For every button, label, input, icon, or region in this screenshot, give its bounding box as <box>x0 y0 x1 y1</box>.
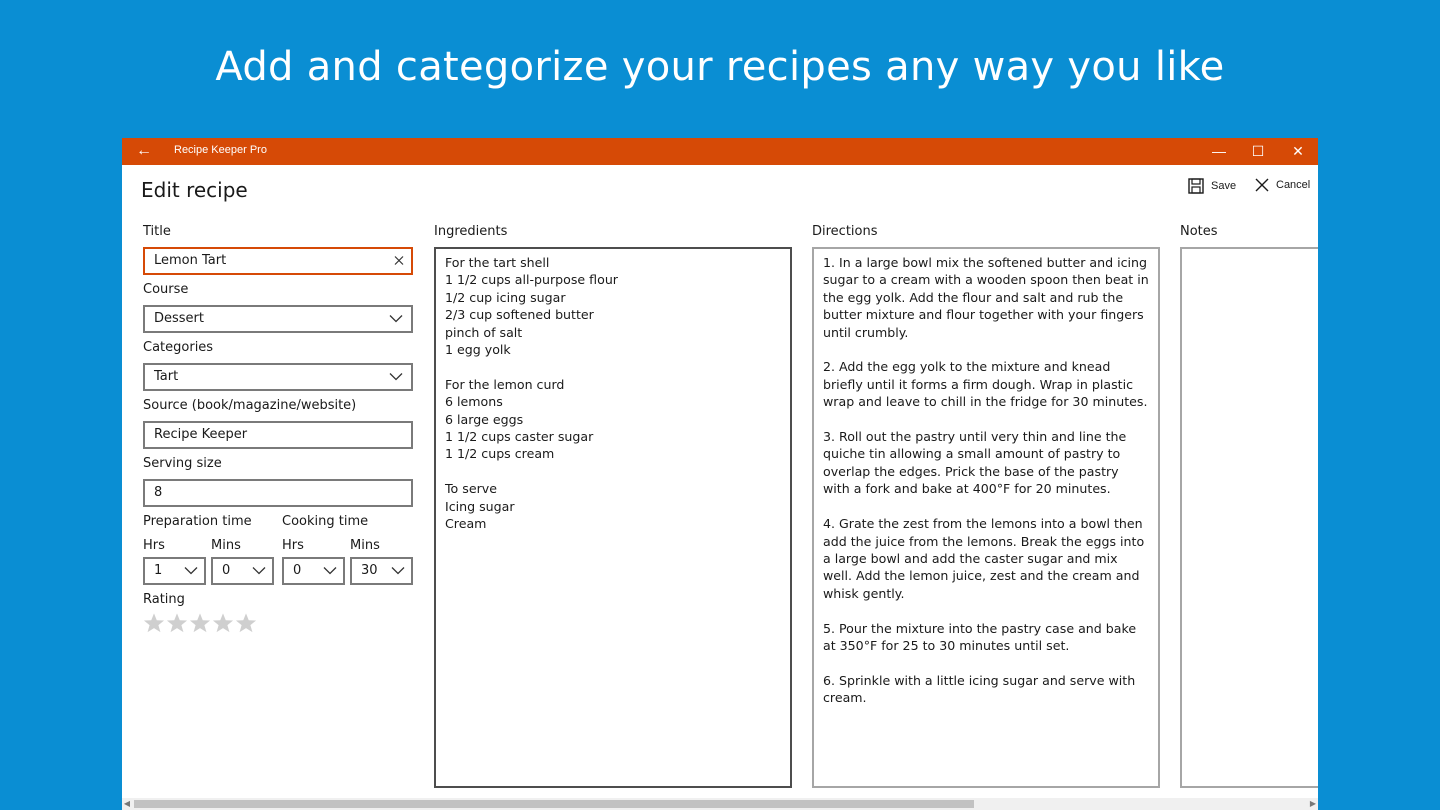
serving-size-input[interactable] <box>143 479 413 507</box>
chevron-down-icon <box>323 559 337 582</box>
cook-mins-label: Mins <box>350 538 380 553</box>
directions-label: Directions <box>812 224 878 239</box>
ingredients-textarea[interactable]: For the tart shell 1 1/2 cups all-purpose flour 1/2 cup icing sugar 2/3 cup softened butter pinch of salt 1 egg yolk For the lemon curd 6 lemons 6 large eggs 1 1/2 cups caster sugar 1 1/2 cups cream To serve Icing sugar Cream <box>434 247 792 788</box>
scroll-right-icon[interactable]: ▶ <box>1309 799 1317 808</box>
course-label: Course <box>143 282 189 297</box>
chevron-down-icon <box>389 365 403 388</box>
directions-textarea[interactable]: 1. In a large bowl mix the softened butter and icing sugar to a cream with a wooden spoon then beat in the egg yolk. Add the flour and salt and rub the butter mixture and flour together with your fingers until crumbly. 2. Add the egg yolk to the mixture and knead briefly until it forms a firm dough. Wrap in plastic wrap and leave to chill in the fridge for 30 minutes. 3. Roll out the pastry until very thin and line the quiche tin allowing a small amount of pastry to overlap the edges. Prick the base of the pastry with a fork and bake at 400°F for 20 minutes. 4. Grate the zest from the lemons into a bowl then add the juice from the lemons. Break the eggs into a large bowl and add the caster sugar and mix well. Add the lemon juice, zest and the cream and whisk gently. 5. Pour the mixture into the pastry case and bake at 350°F for 25 to 30 minutes until set. 6. Sprinkle with a little icing sugar and serve with cream. <box>812 247 1160 788</box>
save-button[interactable] <box>1188 178 1236 194</box>
chevron-down-icon <box>389 307 403 330</box>
back-arrow-icon[interactable]: ← <box>136 142 152 159</box>
maximize-button[interactable]: ☐ <box>1251 143 1265 159</box>
categories-value: Tart <box>154 369 179 384</box>
ingredients-label: Ingredients <box>434 224 508 239</box>
notes-label: Notes <box>1180 224 1218 239</box>
close-window-button[interactable]: ✕ <box>1292 143 1304 159</box>
star-icon[interactable] <box>235 612 257 634</box>
title-bar <box>122 138 1318 165</box>
serving-size-label: Serving size <box>143 456 222 471</box>
cooking-time-label: Cooking time <box>282 514 369 529</box>
page-title: Edit recipe <box>141 178 248 202</box>
prep-hrs-label: Hrs <box>143 538 165 553</box>
star-icon[interactable] <box>166 612 188 634</box>
cancel-label: Cancel <box>1276 179 1311 191</box>
chevron-down-icon <box>184 559 198 582</box>
prep-hrs-value: 1 <box>154 563 163 578</box>
source-value: Recipe Keeper <box>154 427 248 442</box>
close-icon <box>1255 178 1269 192</box>
course-value: Dessert <box>154 311 204 326</box>
clear-icon[interactable] <box>393 249 405 272</box>
prep-mins-value: 0 <box>222 563 231 578</box>
app-window <box>122 138 1318 810</box>
categories-label: Categories <box>143 340 214 355</box>
scrollbar-thumb[interactable] <box>134 800 974 808</box>
cook-hrs-value: 0 <box>293 563 302 578</box>
rating-label: Rating <box>143 592 185 607</box>
chevron-down-icon <box>391 559 405 582</box>
app-title: Recipe Keeper Pro <box>174 144 267 156</box>
cook-hrs-label: Hrs <box>282 538 304 553</box>
cook-mins-value: 30 <box>361 563 378 578</box>
floppy-disk-icon <box>1188 178 1204 194</box>
minimize-button[interactable]: — <box>1212 143 1226 159</box>
title-value: Lemon Tart <box>154 253 227 268</box>
star-icon[interactable] <box>189 612 211 634</box>
course-select[interactable] <box>143 305 413 333</box>
prep-mins-label: Mins <box>211 538 241 553</box>
title-label: Title <box>143 224 171 239</box>
prep-mins-select[interactable] <box>211 557 274 585</box>
star-icon[interactable] <box>212 612 234 634</box>
cook-hrs-select[interactable] <box>282 557 345 585</box>
horizontal-scrollbar[interactable] <box>122 798 1318 810</box>
headline: Add and categorize your recipes any way you like <box>215 44 1225 90</box>
preparation-time-label: Preparation time <box>143 514 252 529</box>
star-icon[interactable] <box>143 612 165 634</box>
source-label: Source (book/magazine/website) <box>143 398 357 413</box>
prep-hrs-select[interactable] <box>143 557 206 585</box>
categories-select[interactable] <box>143 363 413 391</box>
source-input[interactable] <box>143 421 413 449</box>
scroll-left-icon[interactable]: ◀ <box>123 799 131 808</box>
rating-stars <box>143 612 257 634</box>
chevron-down-icon <box>252 559 266 582</box>
cancel-button[interactable] <box>1255 178 1310 192</box>
serving-size-value: 8 <box>154 485 163 500</box>
title-input[interactable] <box>143 247 413 275</box>
cook-mins-select[interactable] <box>350 557 413 585</box>
notes-textarea[interactable] <box>1180 247 1318 788</box>
save-label: Save <box>1211 180 1237 192</box>
